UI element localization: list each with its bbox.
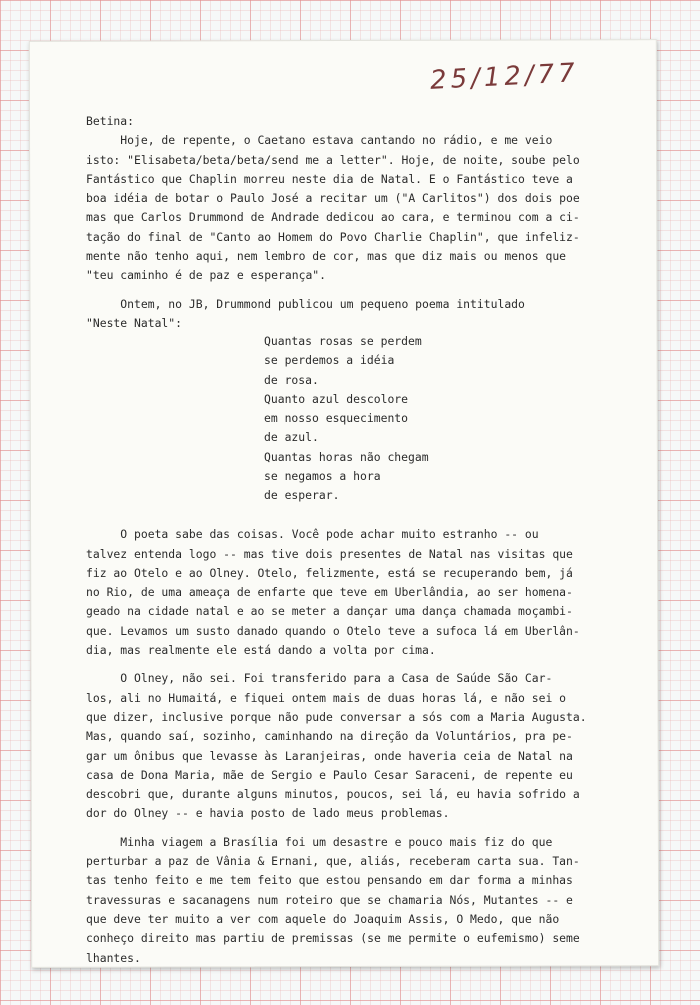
handwritten-date: 25/12/77 — [429, 58, 580, 96]
text-line: lhantes. — [86, 950, 141, 965]
text-line: gar um ônibus que levasse às Laranjeiras, onde haveria ceia de Natal na — [86, 748, 573, 763]
text-line: que. Levamos um susto danado quando o Otelo teve a sufoca lá em Uberlân- — [86, 623, 580, 638]
paragraph-2 — [86, 295, 626, 334]
text-line: Hoje, de repente, o Caetano estava cantando no rádio, e me veio — [86, 133, 553, 148]
poem-line: Quantas rosas se perdem — [264, 334, 422, 348]
text-line: geado na cidade natal e ao se meter a dançar uma dança chamada moçambi- — [86, 604, 573, 619]
poem-neste-natal — [264, 332, 429, 506]
paragraph-4 — [86, 669, 626, 823]
text-line: que deve ter muito a ver com aquele do Joaquim Assis, O Medo, que não — [86, 911, 560, 926]
text-line: Mas, quando saí, sozinho, caminhando na direção da Voluntários, pra pe- — [86, 729, 573, 744]
text-line: tação do final de "Canto ao Homem do Povo Charlie Chaplin", que infeliz- — [86, 229, 580, 244]
text-line: isto: "Elisabeta/beta/beta/send me a letter". Hoje, de noite, soube pelo — [86, 152, 580, 167]
text-line: mente não tenho aqui, nem lembro de cor, mas que diz mais ou menos que — [86, 249, 567, 264]
paragraph-gap — [86, 660, 626, 669]
paragraph-1 — [86, 131, 626, 285]
text-line: O poeta sabe das coisas. Você pode achar muito estranho -- ou — [86, 527, 539, 542]
poem-line: em nosso esquecimento — [264, 411, 409, 426]
poem-line: de esperar. — [264, 488, 340, 503]
poem-line: se negamos a hora — [264, 469, 381, 484]
text-line: conheço direito mas partiu de premissas (se me permite o eufemismo) seme — [86, 931, 580, 946]
text-line: dia, mas realmente ele está dando a volta por cima. — [86, 643, 436, 658]
text-line: Minha viagem a Brasília foi um desastre e pouco mais fiz do que — [86, 834, 553, 849]
poem-line: Quanto azul descolore — [264, 391, 409, 406]
text-line: "Neste Natal": — [86, 315, 183, 330]
text-line: no Rio, de uma ameaça de enfarte que teve em Uberlândia, ao ser homena- — [86, 585, 573, 600]
text-line: mas que Carlos Drummond de Andrade dedicou ao cara, e terminou com a ci- — [86, 210, 580, 225]
text-line: descobri que, durante alguns minutos, poucos, sei lá, eu havia sofrido a — [86, 787, 580, 802]
text-line: perturbar a paz de Vânia & Ernani, que, aliás, receberam carta sua. Tan- — [86, 854, 580, 869]
letter-body — [86, 112, 626, 968]
text-line: travessuras e sacanagens num roteiro que se chamaria Nós, Mutantes -- e — [86, 892, 573, 907]
paragraph-5 — [86, 833, 626, 968]
text-line: "teu caminho é de paz e esperança". — [86, 268, 327, 283]
paragraph-gap — [86, 286, 626, 295]
poem-line: Quantas horas não chegam — [264, 449, 429, 464]
text-line: Fantástico que Chaplin morreu neste dia de Natal. E o Fantástico teve a — [86, 171, 573, 186]
paragraph-gap — [86, 824, 626, 833]
text-line: casa de Dona Maria, mãe de Sergio e Paulo Cesar Saraceni, de repente eu — [86, 767, 573, 782]
text-line: boa idéia de botar o Paulo José a recitar um ("A Carlitos") dos dois poe — [86, 191, 580, 206]
poem-line: de azul. — [264, 430, 319, 445]
salutation: Betina: — [86, 114, 135, 128]
poem-line: de rosa. — [264, 372, 319, 387]
text-line: dor do Olney -- e havia posto de lado meus problemas. — [86, 806, 450, 821]
text-line: que dizer, inclusive porque não pude conversar a sós com a Maria Augusta. — [86, 709, 587, 724]
paragraph-3 — [86, 525, 626, 660]
text-line: tas tenho feito e me tem feito que estou pensando em dar forma a minhas — [86, 873, 573, 888]
text-line: los, ali no Humaitá, e fiquei ontem mais de duas horas lá, e não sei o — [86, 690, 567, 705]
poem-line: se perdemos a idéia — [264, 353, 395, 368]
text-line: Ontem, no JB, Drummond publicou um pequeno poema intitulado — [86, 296, 525, 311]
text-line: talvez entenda logo -- mas tive dois presentes de Natal nas visitas que — [86, 546, 573, 561]
text-line: fiz ao Otelo e ao Olney. Otelo, felizmente, está se recuperando bem, já — [86, 565, 573, 580]
text-line: O Olney, não sei. Foi transferido para a Casa de Saúde São Car- — [86, 671, 553, 686]
